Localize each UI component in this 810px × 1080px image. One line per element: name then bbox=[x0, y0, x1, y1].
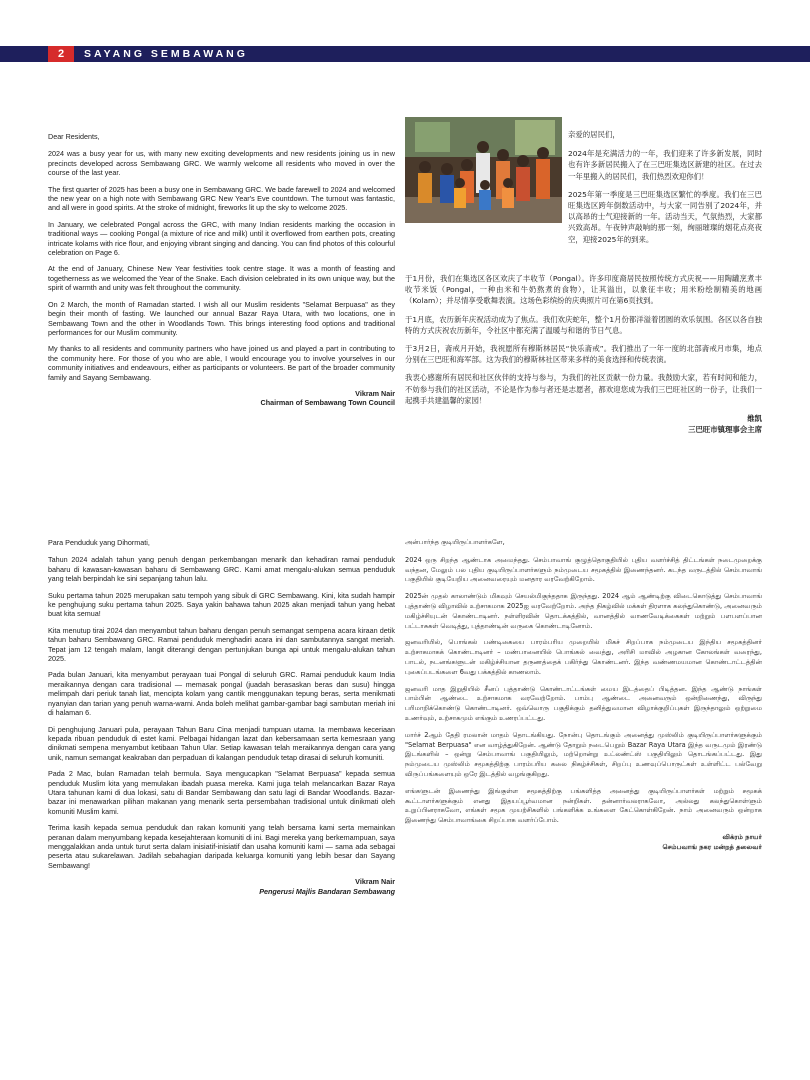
malay-signature: Vikram Nair bbox=[355, 877, 395, 887]
chinese-paragraph: 于3月2日，斋戒月开始，我祝愿所有穆斯林居民“快乐斋戒”。我们推出了一年一度的北部斋戒月市集，地点分别在三巴旺和海军部。这为我们的穆斯林社区带来多样的美食选择和传统表演。 bbox=[405, 344, 762, 365]
malay-paragraph: Tahun 2024 adalah tahun yang penuh dengan perkembangan menarik dan kehadiran ramai penduduk baharu di kawasan-kawasan baharu di Sembawang GRC. Kami amat mengalu-alukan semua penduduk yang telah berpindah ke sini sepanjang tahun lalu. bbox=[48, 555, 395, 584]
chinese-paragraph: 我衷心感谢所有居民和社区伙伴的支持与参与，为我们的社区贡献一份力量。我鼓励大家，若有时间和能力，不妨参与我们的社区活动，不论是作为参与者还是志愿者，都欢迎您成为我们三巴旺社区的一份子，让我们一起携手共建温馨的家园！ bbox=[405, 373, 762, 405]
chinese-salutation: 亲爱的居民们， bbox=[568, 130, 620, 139]
tamil-paragraph: 2024 ஒரு சிறந்த ஆண்டாக அமைந்தது. செம்பாவாங் குழுத்தொகுதியில் புதிய வளர்ச்சித் திட்டங்கள் நடைமுறைக்கு வந்தன, மேலும் பல புதிய குடியிருப்பாளர்களும் நம்முடைய சமூகத்தில் இணைந்தனர். கடந்த வருடத்தில் செம்பாவாங் பகுதியில் குடியேறிய அனைவரையும் மனதார வரவேற்கிறோம். bbox=[405, 555, 762, 584]
english-salutation: Dear Residents, bbox=[48, 132, 100, 141]
tamil-paragraph: மார்ச் 2ஆம் தேதி ரமலான் மாதம் தொடங்கியது. நோன்பு தொடங்கும் அனைத்து முஸ்லிம் குடியிருப்பாளர்களுக்கும் "Selamat Berpuasa" என வாழ்த்துகிறேன். ஆண்டு தோறும் நடைபெறும் Bazar Raya Utara இந்த வருடமும் இரண்டு இடங்களில் – ஒன்று செம்பாவாங் பகுதியிலும், மற்றொன்று உட்லண்ட்ஸ் பகுதியிலும் தொடங்கப்பட்டது. இது நம்முடைய முஸ்லிம் சமூகத்திற்கு பாரம்பரிய கலை நிகழ்ச்சிகள், சிறப்பு உணவுப்பொருட்கள் உள்ளிட்ட பல்வேறு விருப்பங்களையும் ஒரே இடத்தில் வழங்குகிறது. bbox=[405, 730, 762, 778]
english-paragraph: 2024 was a busy year for us, with many new exciting developments and new residents joining us in new precincts developed across Sembawang GRC. We warmly welcome all residents who moved in over the course of the last year. bbox=[48, 149, 395, 178]
tamil-paragraph: ஜனவரியில், பொங்கல் பண்டிகையை பாரம்பரிய முறையில் மிகச் சிறப்பாக நம்முடைய இந்திய சமூகத்தினர் உற்சாகமாகக் கொண்டாடினர் – மண்பானையில் பொங்கல் வைத்து, அரிசி மாவில் அழகான கோலங்கள் வரைந்து, பாடல், நடனங்களுடன் மகிழ்ச்சியான தருணத்தைக் பகிர்ந்து கொண்டனர். இந்த வண்ணமயமான கொண்டாட்டத்தின் புகைப்படங்களை 6வது பக்கத்தில் காணலாம். bbox=[405, 638, 762, 676]
malay-paragraph: Di penghujung Januari pula, perayaan Tahun Baru Cina menjadi tumpuan utama. Ia membawa keceriaan kepada ribuan penduduk di estet kami. Pelbagai hidangan lazat dan kebersamaan serta kemesraan yang dinikmati sempena menyambut ketibaan Tahun Ular. Setiap kawasan telah meraikannya dengan cara yang unik, namun semangat keakraban dan perpaduan di kalangan penduduk tetap dirasai di seluruh komuniti. bbox=[48, 724, 395, 762]
malay-salutation: Para Penduduk yang Dihormati, bbox=[48, 538, 150, 547]
english-paragraph: In January, we celebrated Pongal across the GRC, with many Indian residents marking the occasion in traditional ways — cooking Pongal (a mixture of rice and milk) until it overflowed from earthen pots, creating intricate kolams with rice flour, and enjoying vibrant singing and dancing. You can find photos of this colourful celebration on Page 6. bbox=[48, 219, 395, 258]
chinese-paragraph: 2025年第一季度是三巴旺集选区繁忙的季度。我们在三巴旺集选区跨年倒数活动中，与大家一同告别了2024年，并以高昂的士气迎接新的一年。活动当天，气氛热烈，大家都兴致高昂。午夜钟声敲响的那一刻，绚丽璀璨的烟花点亮夜空，迎接2025年的到来。 bbox=[568, 189, 762, 244]
page-number: 2 bbox=[48, 46, 74, 62]
publication-title: SAYANG SEMBAWANG bbox=[84, 48, 248, 60]
english-paragraph: At the end of January, Chinese New Year festivities took centre stage. It was a month of feasting and togetherness as we welcomed the Year of the Snake. Each division celebrated in its own unique way, but the spirit of warmth and unity was felt throughout the community. bbox=[48, 264, 395, 293]
english-paragraph: My thanks to all residents and community partners who have joined us and played a part in contributing to the community here. For those of you who are able, I would encourage you to involve yourselves in our community initiatives and endeavours, either as participants or volunteers. Be part of the broader community family and Sayang Sembawang. bbox=[48, 344, 395, 382]
english-letter bbox=[48, 132, 395, 408]
malay-paragraph: Suku pertama tahun 2025 merupakan satu tempoh yang sibuk di GRC Sembawang. Kini, kita sudah hampir ke penghujung suku pertama tahun 2025. Saya yakin bahawa tahun 2025 akan menjadi tahun yang hebat buat kita semua! bbox=[48, 590, 395, 619]
english-paragraph: On 2 March, the month of Ramadan started. I wish all our Muslim residents "Selamat Berpuasa" as they begin their month of fasting. We launched our annual Bazar Raya Utara, with two locations, one in Sembawang Town and the other in Woodlands Town. This brings interesting food options and traditional performances for our Muslim community. bbox=[48, 299, 395, 337]
group-photo-icon bbox=[405, 117, 562, 223]
english-signature: Vikram Nair bbox=[355, 388, 395, 398]
malay-letter bbox=[48, 538, 395, 896]
tamil-paragraph: எங்களுடன் இணைந்து இங்குள்ள சமூகத்திற்கு பங்களித்த அனைத்து குடியிருப்பாளர்கள் மற்றும் சமூகக் கூட்டாளர்களுக்கும் எனது இதயப்பூர்வமான நன்றிகள். தன்னார்வலராகவோ, அல்லது கலந்துகொள்ளும் உறுப்பினராகவோ, எங்கள் சமூக முயற்சிகளில் பங்களிக்க உங்களை கேட்கொள்கிறேன். நாம் அனைவரும் ஒன்றாக இணைந்து செம்பாவாங்கை சிறப்பாக வளர்ப்போம். bbox=[405, 786, 762, 825]
chinese-letter-continued bbox=[405, 273, 762, 435]
malay-paragraph: Pada bulan Januari, kita menyambut perayaan tuai Pongal di seluruh GRC. Ramai penduduk kaum India meraikannya dengan cara tradisional — memasak pongal (juadah berasaskan beras dan susu) hingga melimpah dari periuk tanah liat, mencipta kolam yang cantik menggunakan tepung beras, serta menikmati nyanyian dan tarian yang penuh warna-warni. Anda boleh melihat gambar-gambar bagi sambutan meriah ini di halaman 6. bbox=[48, 670, 395, 718]
tamil-letter bbox=[405, 538, 762, 853]
english-signature-title: Chairman of Sembawang Town Council bbox=[260, 398, 395, 408]
tamil-salutation: அன்பார்ந்த குடியிருப்பாளர்களே, bbox=[405, 538, 505, 546]
tamil-signature: விக்ரம் நாயர் bbox=[722, 832, 762, 841]
chinese-paragraph: 于1月份，我们在集选区各区欢庆了丰收节（Pongal）。许多印度裔居民按照传统方式庆祝——用陶罐烹煮丰收节米饭（Pongal，一种由米和牛奶熬煮的食物），让其溢出，以象征丰收；用米粉绘制精美的地画（Kolam）；并尽情享受歌舞表演。这场色彩缤纷的庆典照片可在第6页找到。 bbox=[405, 274, 762, 306]
malay-paragraph: Pada 2 Mac, bulan Ramadan telah bermula. Saya mengucapkan "Selamat Berpuasa" kepada semua penduduk Muslim kita yang memulakan ibadah puasa mereka. Kami juga telah melancarkan Bazar Raya Utara tahunan kami di dua lokasi, satu di Bandar Sembawang dan satu lagi di Bandar Woodlands. Bazar-bazar ini menawarkan pilihan makanan yang menarik serta persembahan tradisional untuk dinikmati oleh komuniti Muslim kami. bbox=[48, 769, 395, 816]
malay-paragraph: Kita menutup tirai 2024 dan menyambut tahun baharu dengan penuh semangat sempena acara kiraan detik tahun baharu Sembawang GRC. Ramai penduduk menghadiri acara ini dan sambutannya sangat meriah. Tepat jam 12 tengah malam, langit diterangi dengan pertunjukan bunga api untuk mengalu-alukan tahun 2025. bbox=[48, 625, 395, 664]
malay-signature-title: Pengerusi Majlis Bandaran Sembawang bbox=[259, 886, 395, 896]
chinese-signature-title: 三巴旺市镇理事会主席 bbox=[688, 425, 762, 435]
chinese-signature: 维凯 bbox=[747, 414, 762, 424]
chinese-paragraph: 于1月底，农历新年庆祝活动成为了焦点。我们欢庆蛇年，整个1月份都洋溢着团圆的欢乐氛围。各区以各自独特的方式庆祝农历新年，令社区中都充满了温暖与和谐的节日气息。 bbox=[405, 314, 762, 335]
malay-paragraph: Terima kasih kepada semua penduduk dan rakan komuniti yang telah bersama kami serta memainkan peranan dalam menyumbang kepada kesejahteraan komuniti di ini. Bagi mereka yang berkemampuan, saya menggalakkan anda untuk turut serta dalam inisiatif-inisiatif dan usaha komuniti kami — sama ada sebagai peserta atau sukarelawan. Jadilah sebahagian daripada keluarga komuniti yang lebih besar dan Sayang Sembawang! bbox=[48, 823, 395, 870]
english-paragraph: The first quarter of 2025 has been a busy one in Sembawang GRC. We bade farewell to 2024 and welcomed the new year on a high note with Sembawang GRC New Year's Eve countdown. The turnout was fantastic, and all were in good spirits. At the stroke of midnight, fireworks lit up the sky to welcome 2025. bbox=[48, 184, 395, 213]
group-photo bbox=[405, 117, 562, 223]
tamil-paragraph: 2025ன் முதல் காலாண்டும் மிகவும் செயல்மிகுந்ததாக இருந்தது. 2024 ஆம் ஆண்டிற்கு விடைகொடுத்து செம்பாவாங் புத்தாண்டு விழாவில் உற்சாகமாக 2025ஐ வரவேற்றோம். அந்த நிகழ்வில் மக்கள் திரளாக கலந்துகொண்டு, அனைவரும் மகிழ்ச்சியுடன் கொண்டாடினர். நள்ளிரவின் தொடக்கத்தில், வானத்தில் வாணவேடிக்கைகள் மற்றும் பளபளப்பான பட்டாசுகள் வெடித்து, புத்தாண்டின் வருகை கொண்டாடினோம். bbox=[405, 592, 762, 630]
chinese-letter bbox=[568, 129, 762, 252]
tamil-paragraph: ஜனவரி மாத இறுதியில் சீனப் புத்தாண்டு கொண்டாட்டங்கள் மைய இடத்தைப் பிடித்தன. இந்த ஆண்டு நாங்கள் பாம்பின் ஆண்டை உற்சாகமாக வரவேற்றோம். பாம்பு ஆண்டை அனைவரும் ஒன்றிணைந்து, விருந்து பரிமாறிக்கொண்டு கொண்டாடினர். ஒவ்வொரு பகுதிக்கும் தனித்துவமான விழாக்குறிப்புகள் இருந்தாலும் ஒற்றுமை உணர்வும், உற்சாகமும் எங்கும் உணரப்பட்டது. bbox=[405, 684, 762, 722]
chinese-paragraph: 2024年是充满活力的一年，我们迎来了许多新发展，同时也有许多新居民搬入了在三巴旺集选区新建的社区。在过去一年里搬入的居民们，我们热烈欢迎你们！ bbox=[568, 149, 762, 181]
tamil-signature-title: செம்பவாங் நகர மன்றத் தலைவர் bbox=[662, 842, 762, 851]
